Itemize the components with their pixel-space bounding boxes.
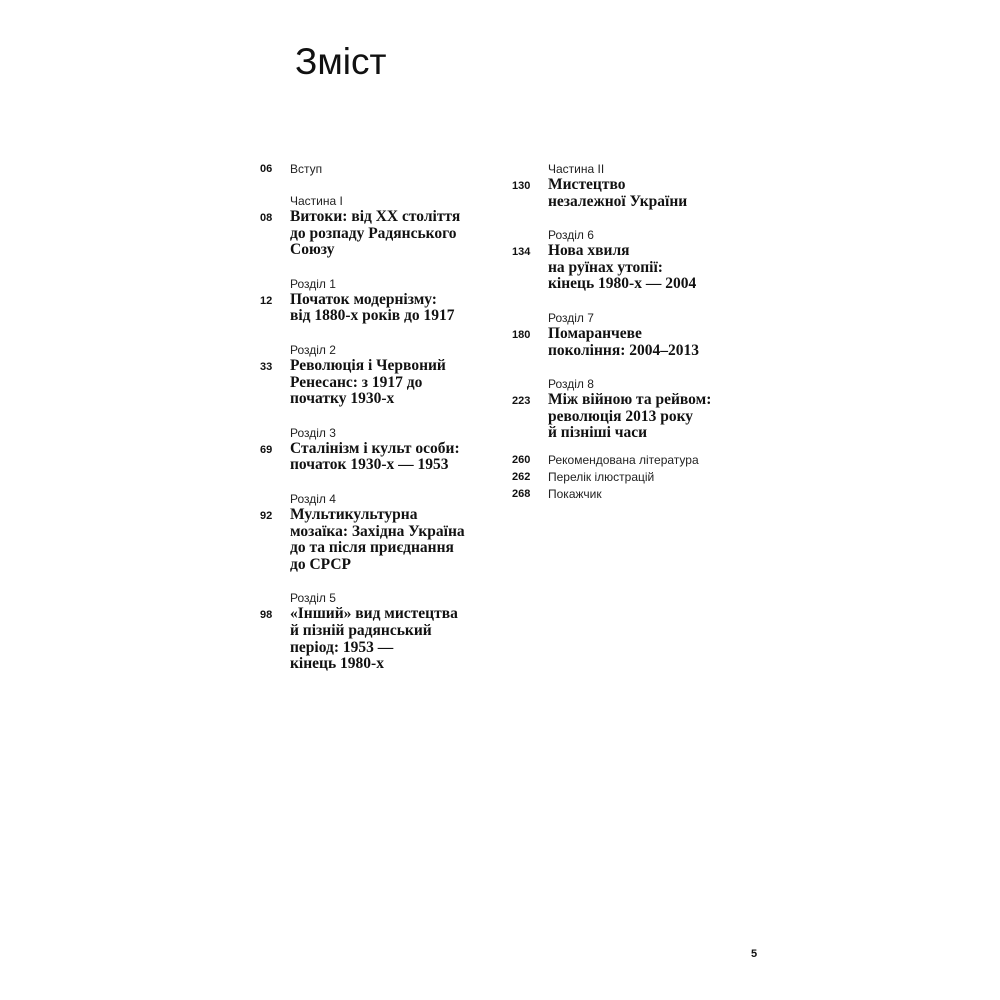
toc-entry[interactable]: [512, 486, 752, 502]
toc-entry-section-label: Розділ 3: [290, 425, 336, 440]
toc-entry-section-label: Розділ 4: [290, 491, 336, 506]
toc-entry-section-label: Розділ 5: [290, 591, 336, 606]
toc-right-column: [512, 161, 752, 502]
toc-page-number: 08: [260, 212, 273, 224]
toc-entry-row: [512, 392, 752, 442]
toc-entry[interactable]: [512, 376, 752, 442]
toc-page-number: 33: [260, 360, 273, 373]
toc-entry[interactable]: [512, 161, 752, 210]
toc-entry[interactable]: [260, 491, 490, 573]
toc-entry-row: [260, 209, 490, 259]
toc-left-column: [260, 161, 490, 673]
page-number: 5: [751, 948, 758, 960]
page-title: Зміст: [295, 41, 387, 82]
toc-entry-section-label: Розділ 2: [290, 342, 336, 357]
toc-entry-row: [260, 606, 490, 672]
toc-entry-row: [260, 292, 490, 325]
toc-entry-title: Нова хвиля на руїнах утопії: кінець 1980-х — 2004: [548, 242, 697, 293]
toc-entry-row: [512, 243, 752, 293]
toc-entry-row: [260, 441, 490, 474]
toc-entry-title: Революція і Червоний Ренесанс: з 1917 до початку 1930-х: [290, 356, 446, 408]
toc-entry[interactable]: [512, 452, 752, 468]
toc-entry[interactable]: [260, 425, 490, 474]
toc-entry-row: [512, 177, 752, 210]
toc-page-number: 69: [260, 443, 273, 456]
toc-page-number: 98: [260, 609, 273, 622]
toc-entry-title: Рекомендована література: [548, 452, 699, 467]
toc-entry-title: Сталінізм і культ особи: початок 1930-х — 1953: [290, 439, 460, 474]
toc-entry-section-label: Розділ 1: [290, 276, 336, 291]
toc-page-number: 06: [260, 163, 273, 175]
toc-entry-title: Між війною та рейвом: революція 2013 року й пізніші часи: [548, 391, 712, 442]
toc-entry[interactable]: [512, 310, 752, 359]
toc-entry-section-label: Частина II: [548, 162, 605, 176]
toc-entry-row: [260, 507, 490, 573]
toc-entry-section-label: Розділ 8: [548, 377, 594, 392]
toc-entry[interactable]: [260, 342, 490, 408]
toc-page-number: 223: [512, 395, 531, 408]
toc-entry-row: [260, 358, 490, 408]
toc-entry-row: [512, 486, 752, 502]
toc-entry-title: Покажчик: [548, 486, 602, 501]
toc-entry-title: Початок модернізму: від 1880-х років до 1917: [290, 290, 455, 325]
toc-entry[interactable]: [512, 227, 752, 293]
toc-entry[interactable]: [260, 276, 490, 325]
toc-entry-title: Витоки: від XX століття до розпаду Радянського Союзу: [290, 208, 461, 259]
toc-entry-title: Вступ: [290, 162, 323, 176]
toc-entry-row: [512, 469, 752, 485]
toc-page-number: 12: [260, 294, 273, 307]
toc-entry[interactable]: [512, 469, 752, 485]
toc-entry-section-label: Розділ 7: [548, 310, 594, 325]
toc-page-number: 260: [512, 453, 531, 466]
toc-page-number: 130: [512, 180, 531, 192]
toc-page-number: 134: [512, 246, 531, 259]
toc-entry-title: Перелік ілюстрацій: [548, 469, 655, 484]
toc-entry-row: [512, 326, 752, 359]
toc-entry-title: Мультикультурна мозаїка: Західна Україна до та після приєднання до СРСР: [290, 505, 465, 573]
toc-entry-section-label: Частина I: [290, 194, 343, 208]
toc-page-number: 262: [512, 470, 531, 483]
toc-entry-title: Помаранчеве покоління: 2004–2013: [548, 324, 699, 359]
toc-entry[interactable]: [260, 161, 490, 177]
toc-page-number: 268: [512, 487, 531, 500]
toc-entry[interactable]: [260, 590, 490, 672]
toc-page-number: 180: [512, 328, 531, 341]
toc-entry-row: [260, 161, 490, 177]
toc-entry[interactable]: [260, 193, 490, 259]
toc-entry-row: [512, 452, 752, 468]
toc-entry-title: «Інший» вид мистецтва й пізній радянський період: 1953 — кінець 1980-х: [290, 605, 458, 673]
toc-entry-title: Мистецтво незалежної України: [548, 176, 688, 210]
toc-entry-section-label: Розділ 6: [548, 228, 594, 243]
toc-page-number: 92: [260, 509, 273, 522]
